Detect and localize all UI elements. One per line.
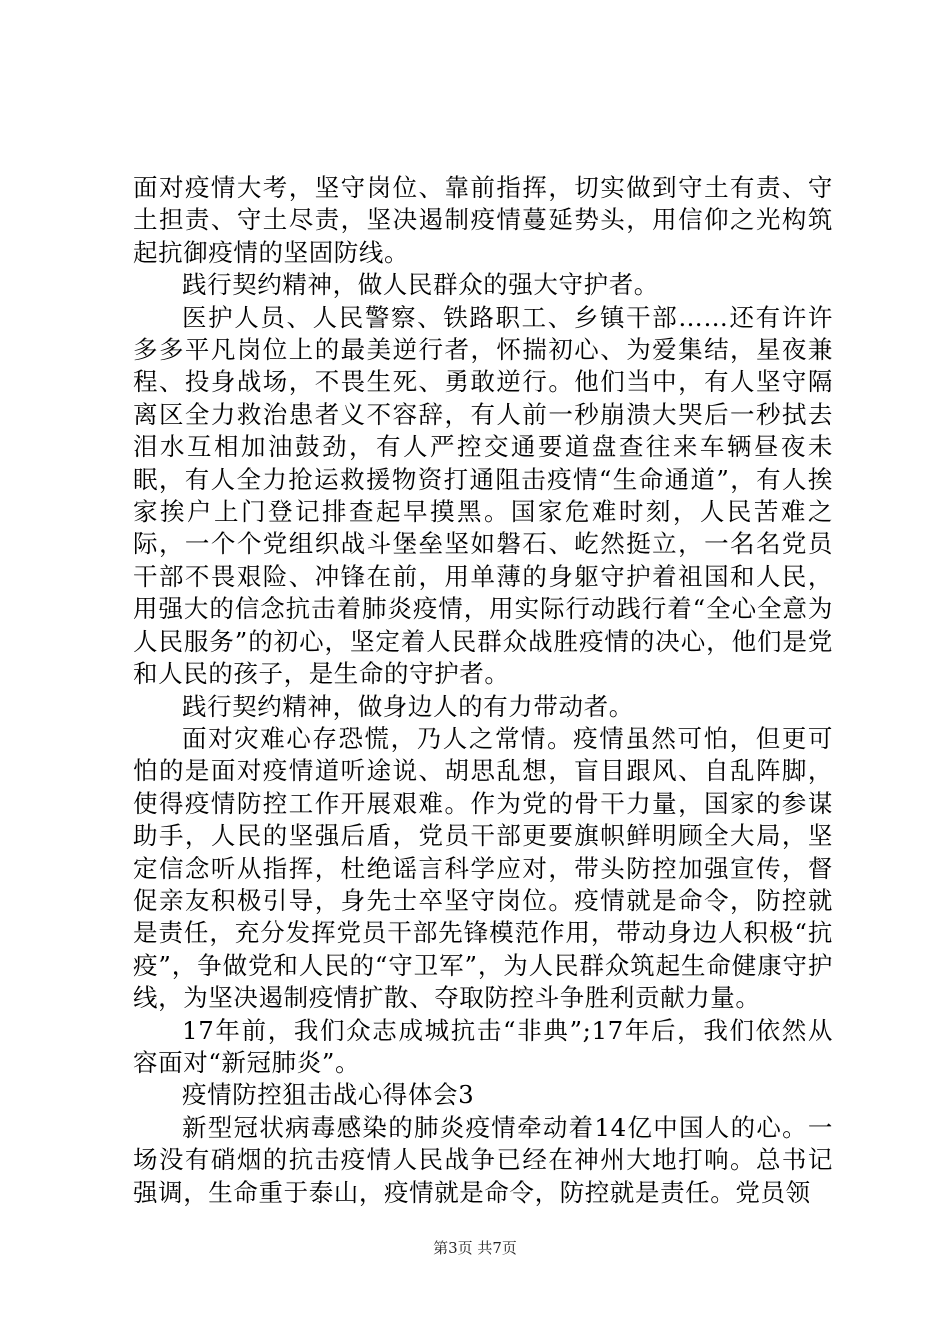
page-number: 第3页 共7页	[433, 1239, 517, 1257]
document-body	[133, 172, 833, 1209]
paragraph-2-heading: 践行契约精神，做人民群众的强大守护者。	[182, 270, 659, 300]
paragraph-8: 新型冠状病毒感染的肺炎疫情牵动着14亿中国人的心。一场没有硝烟的抗击疫情人民战争已经在神州大地打响。总书记强调，生命重于泰山，疫情就是命令，防控就是责任。党员领	[133, 1112, 833, 1207]
paragraph-4-heading: 践行契约精神，做身边人的有力带动者。	[182, 691, 634, 721]
section-title: 疫情防控狙击战心得体会3	[182, 1080, 475, 1110]
paragraph-1: 面对疫情大考，坚守岗位、靠前指挥，切实做到守土有责、守土担责、守土尽责，坚决遏制疫情蔓延势头，用信仰之光构筑起抗御疫情的坚固防线。	[133, 173, 833, 267]
paragraph-6: 17年前，我们众志成城抗击“非典”;17年后，我们依然从容面对“新冠肺炎”。	[133, 1015, 833, 1077]
paragraph-3: 医护人员、人民警察、铁路职工、乡镇干部……还有许许多多平凡岗位上的最美逆行者，怀揣初心、为爱集结，星夜兼程、投身战场，不畏生死、勇敢逆行。他们当中，有人坚守隔离区全力救治患者义不容辞，有人前一秒崩溃大哭后一秒拭去泪水互相加油鼓劲，有人严控交通要道盘查往来车辆昼夜未眠，有人全力抢运救援物资打通阻击疫情“生命通道”，有人挨家挨户上门登记排查起早摸黑。国家危难时刻，人民苦难之际，一个个党组织战斗堡垒坚如磐石、屹然挺立，一名名党员干部不畏艰险、冲锋在前，用单薄的身躯守护着祖国和人民，用强大的信念抗击着肺炎疫情，用实际行动践行着“全心全意为人民服务”的初心，坚定着人民群众战胜疫情的决心，他们是党和人民的孩子，是生命的守护者。	[133, 302, 833, 689]
paragraph-5: 面对灾难心存恐慌，乃人之常情。疫情虽然可怕，但更可怕的是面对疫情道听途说、胡思乱想，盲目跟风、自乱阵脚，使得疫情防控工作开展艰难。作为党的骨干力量，国家的参谋助手，人民的坚强后盾，党员干部更要旗帜鲜明顾全大局，坚定信念听从指挥，杜绝谣言科学应对，带头防控加强宣传，督促亲友积极引导，身先士卒坚守岗位。疫情就是命令，防控就是责任，充分发挥党员干部先锋模范作用，带动身边人积极“抗疫”，争做党和人民的“守卫军”，为人民群众筑起生命健康守护线，为坚决遏制疫情扩散、夺取防控斗争胜利贡献力量。	[133, 723, 833, 1013]
